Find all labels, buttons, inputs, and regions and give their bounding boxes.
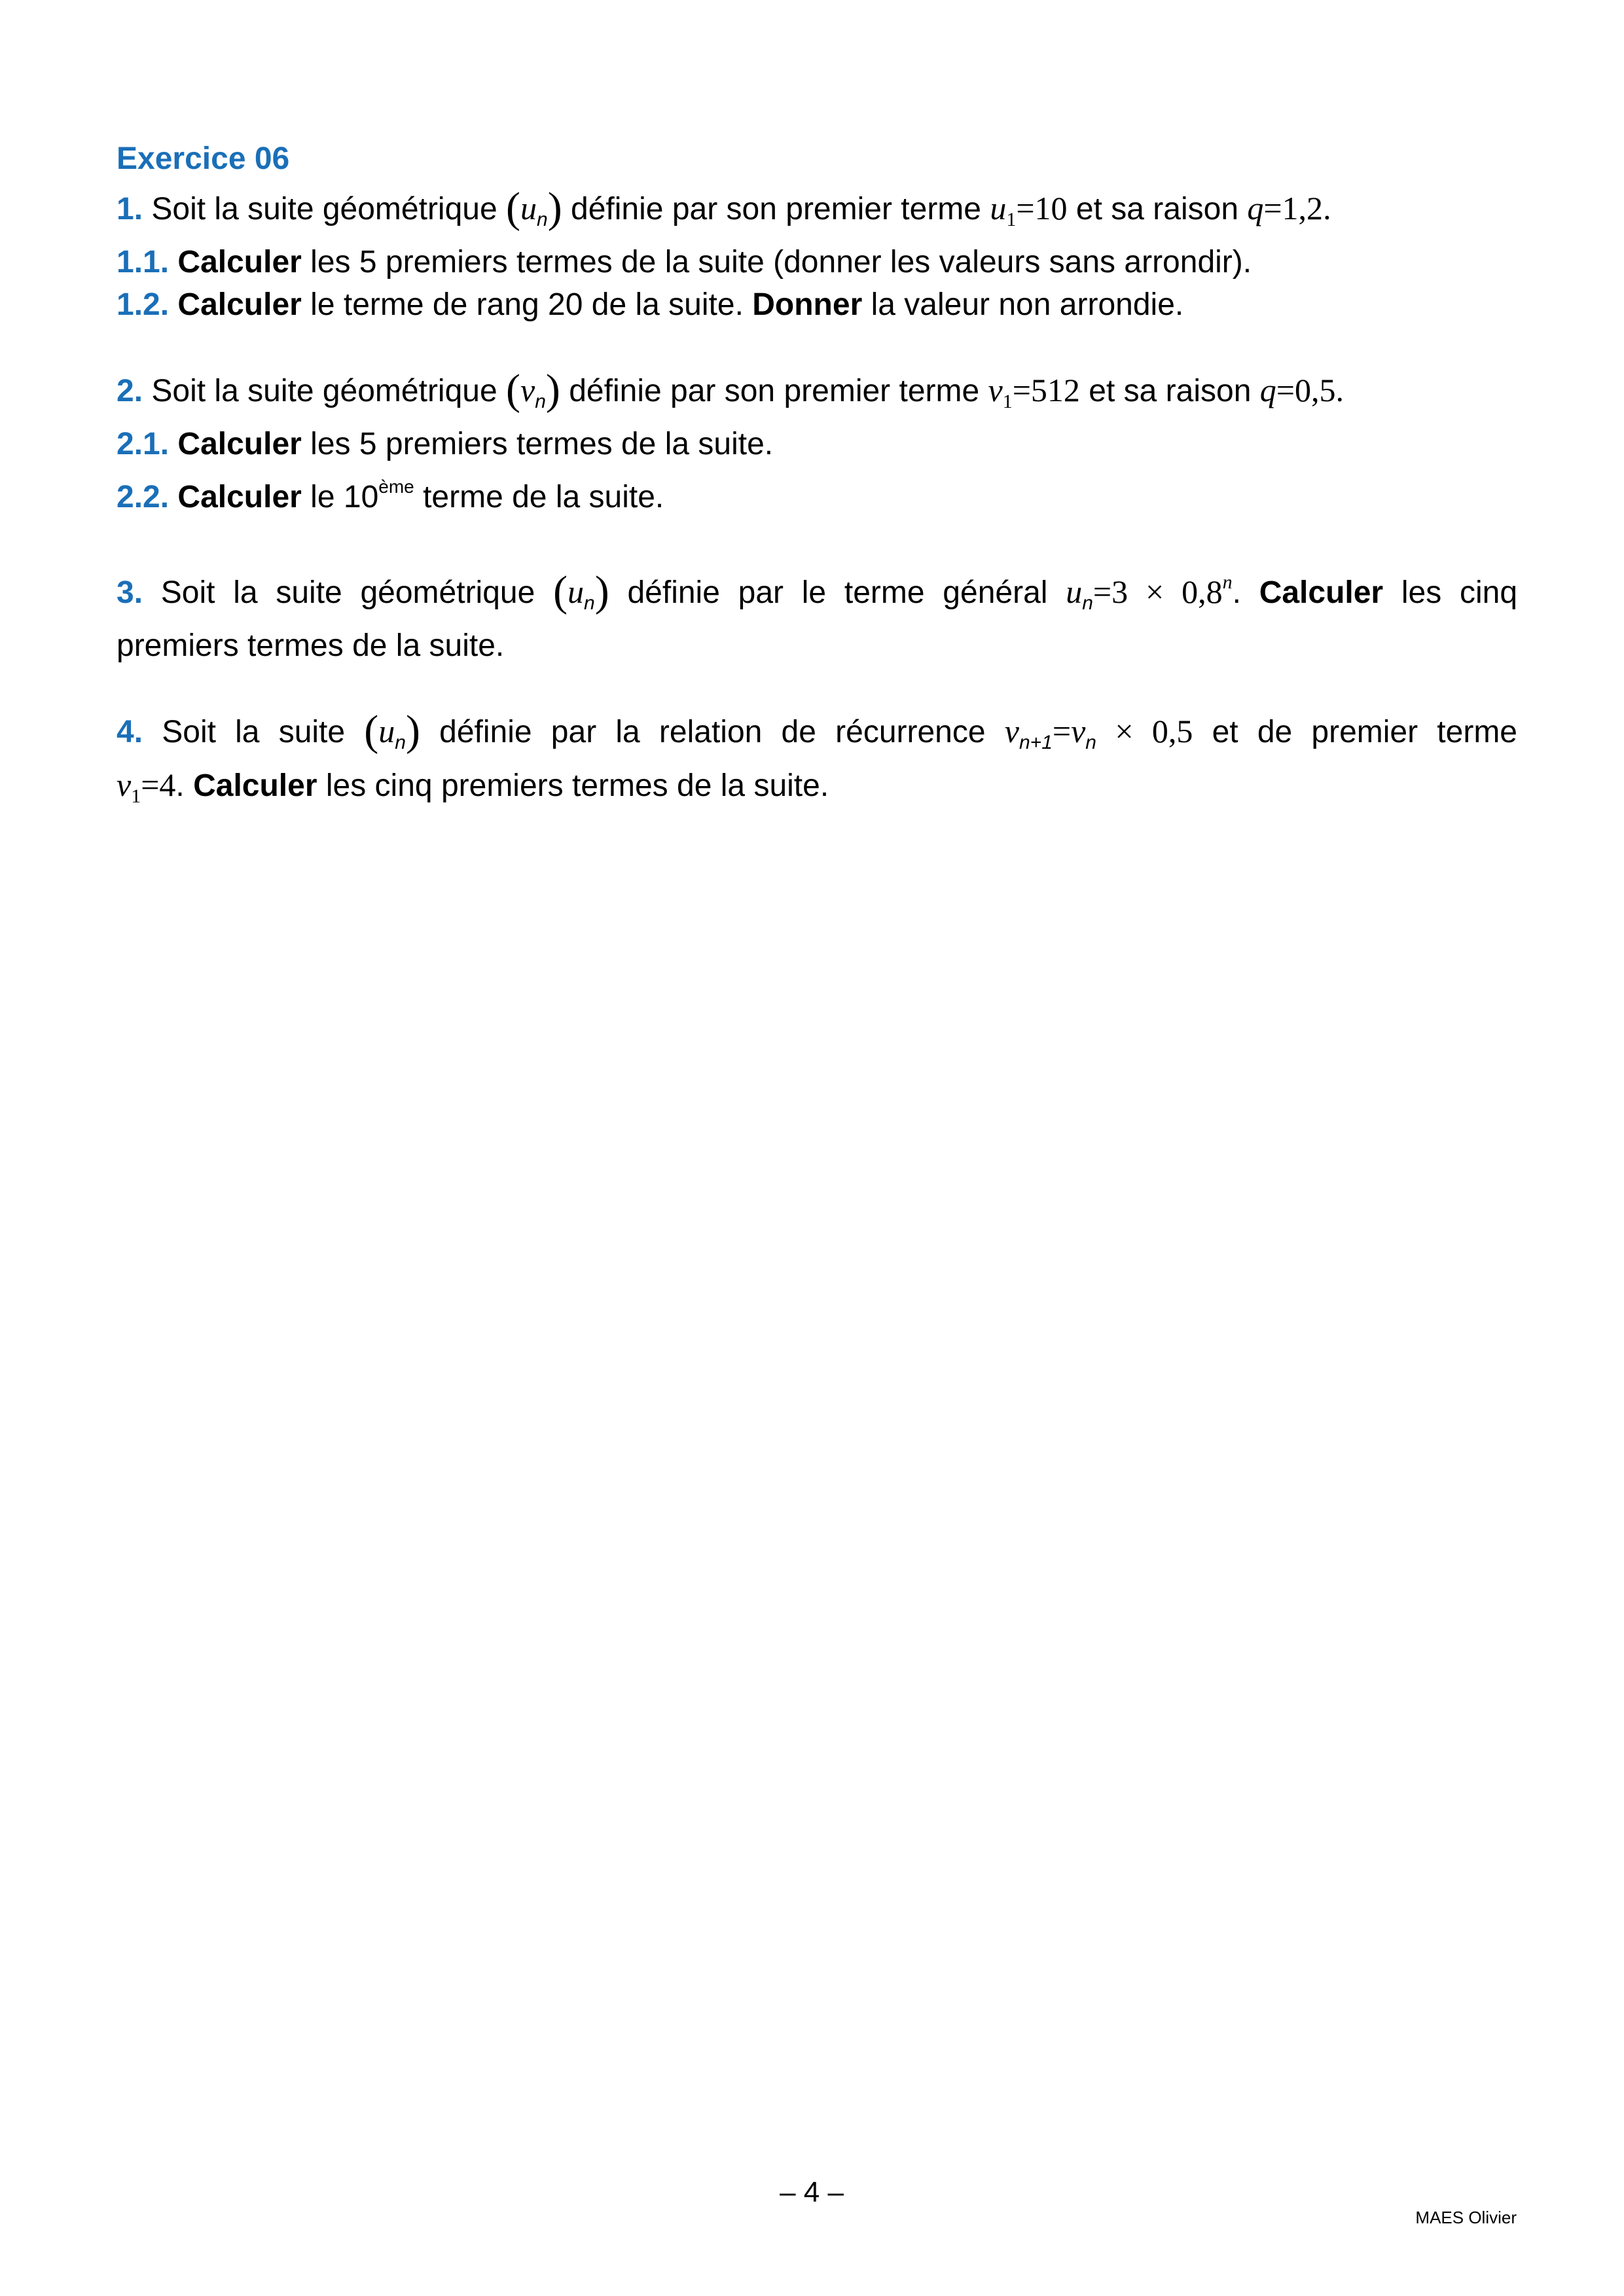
question-2-2: 2.2. Calculer le 10ème terme de la suite. xyxy=(117,476,664,514)
question-1: 1. Soit la suite géométrique $(u_n)$ définie par son premier terme $u_1=10$ et sa raison q=1,2. xyxy=(117,184,1331,232)
author-name: MAES Olivier xyxy=(1415,2208,1517,2227)
question-4: 4. Soit la suite $(u_n)$ définie par la relation de récurrence $v_{n+1}=v_n \times 0,5$ et de premier terme xyxy=(117,707,1518,755)
page-number: – 4 – xyxy=(780,2176,844,2208)
question-2: 2. Soit la suite géométrique $(v_n)$ définie par son premier terme $v_1=512$ et sa raison q=0,5. xyxy=(117,366,1344,414)
question-4-cont: $v_1=4$. Calculer les cinq premiers termes de la suite. xyxy=(117,766,829,807)
exercise-content xyxy=(117,184,1518,817)
question-1-1: 1.1. Calculer les 5 premiers termes de la suite (donner les valeurs sans arrondir). xyxy=(117,245,1252,279)
question-2-1: 2.1. Calculer les 5 premiers termes de la suite. xyxy=(117,427,774,461)
question-1-2: 1.2. Calculer le terme de rang 20 de la suite. Donner la valeur non arrondie. xyxy=(117,287,1184,322)
exercise-title: Exercice 06 xyxy=(117,141,290,176)
question-3-cont: premiers termes de la suite. xyxy=(117,628,505,663)
question-3: 3. Soit la suite géométrique $(u_n)$ définie par le terme général $u_n=3 \times 0,8^n$. Calculer les cinq xyxy=(117,567,1518,615)
question-number: 1. xyxy=(117,192,143,226)
